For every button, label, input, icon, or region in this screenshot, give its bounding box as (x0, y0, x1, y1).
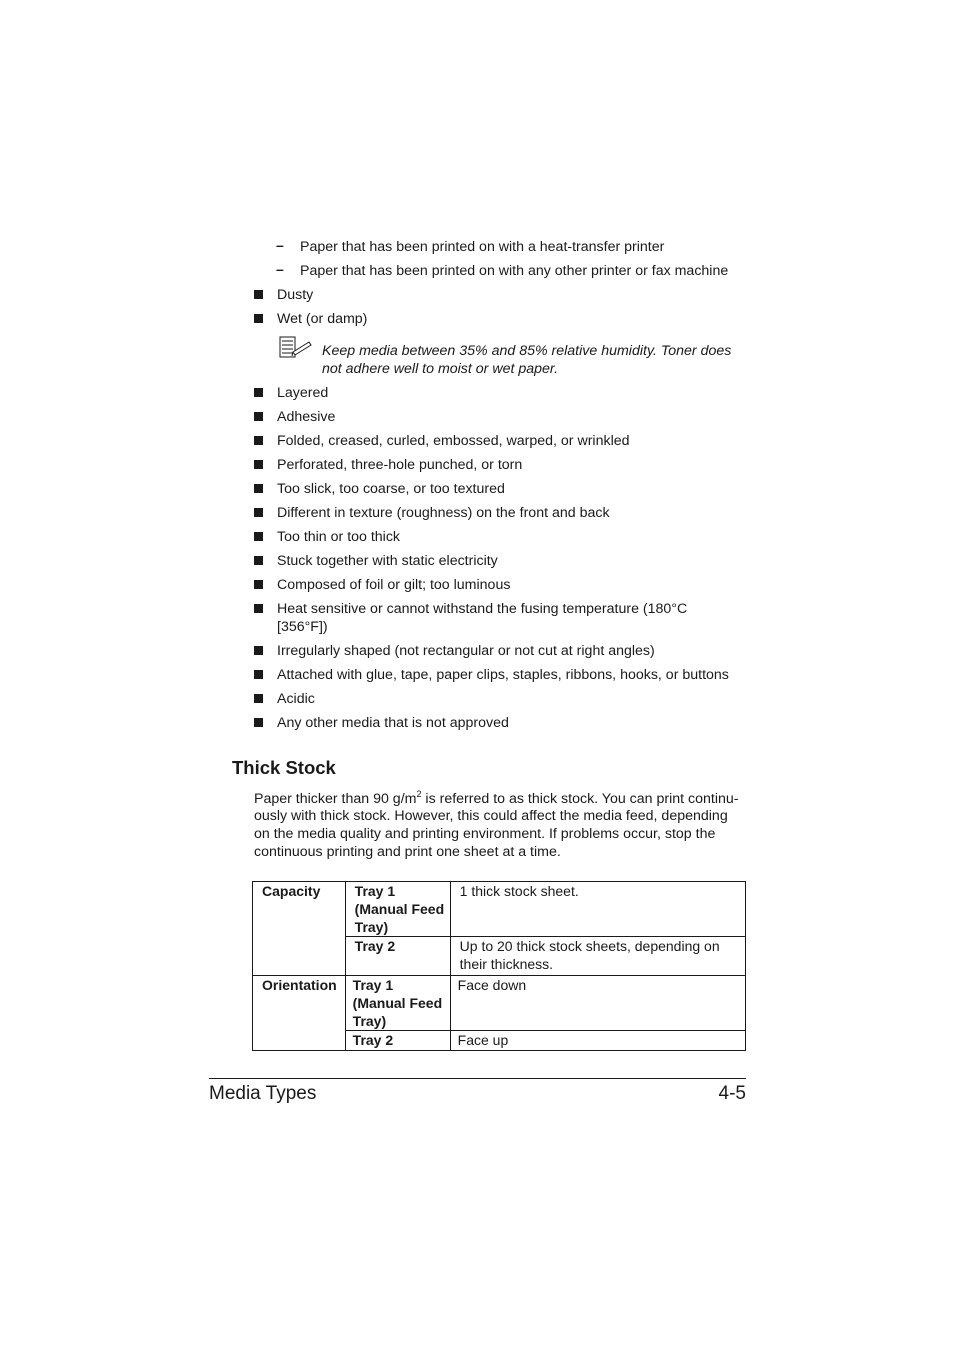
tray1-label: Tray 1 (Manual Feed Tray) (345, 882, 450, 937)
square-bullet-icon (254, 484, 263, 493)
square-bullet-icon (254, 412, 263, 421)
orientation-tray1-value: Face down (450, 976, 745, 1031)
square-bullet-icon (254, 388, 263, 397)
square-bullet-icon (254, 580, 263, 589)
capacity-tray1-value: 1 thick stock sheet. (450, 882, 745, 937)
sub-item: Paper that has been printed on with any other printer or fax machine (300, 263, 729, 279)
row-header-capacity: Capacity (253, 882, 346, 976)
section-heading: Thick Stock (232, 757, 336, 778)
list-item: Attached with glue, tape, paper clips, staples, ribbons, hooks, or buttons (277, 667, 729, 683)
list-item: Different in texture (roughness) on the front and back (277, 505, 610, 521)
list-item: Acidic (277, 691, 315, 707)
footer-chapter-title: Media Types (209, 1083, 317, 1104)
tray2-label: Tray 2 (345, 1031, 450, 1051)
paragraph-text: Paper thicker than 90 g/m (254, 791, 417, 807)
tray2-label: Tray 2 (345, 937, 450, 976)
paragraph-line: on the media quality and printing environment. If problems occur, stop the (254, 826, 716, 842)
square-bullet-icon (254, 460, 263, 469)
list-item: Adhesive (277, 409, 336, 425)
thick-stock-table (252, 881, 746, 1051)
list-item: Too thin or too thick (277, 529, 401, 545)
capacity-tray2-value: Up to 20 thick stock sheets, depending on their thickness. (450, 937, 745, 976)
square-bullet-icon (254, 604, 263, 613)
list-item: Wet (or damp) (277, 311, 368, 327)
table-row (253, 882, 746, 937)
list-item-continued: [356°F]) (277, 619, 328, 635)
dash-bullet: – (276, 261, 284, 277)
list-item: Stuck together with static electricity (277, 553, 498, 569)
paragraph-line (254, 790, 739, 808)
square-bullet-icon (254, 718, 263, 727)
list-item: Heat sensitive or cannot withstand the fusing temperature (180°C (277, 601, 688, 617)
note-pencil-icon (279, 336, 313, 358)
list-item: Perforated, three-hole punched, or torn (277, 457, 523, 473)
footer-page-number: 4-5 (718, 1083, 746, 1104)
list-item: Too slick, too coarse, or too textured (277, 481, 505, 497)
list-item: Any other media that is not approved (277, 715, 509, 731)
square-bullet-icon (254, 646, 263, 655)
tray1-label: Tray 1 (Manual Feed Tray) (345, 976, 450, 1031)
list-item: Dusty (277, 287, 314, 303)
square-bullet-icon (254, 314, 263, 323)
dash-bullet: – (276, 237, 284, 253)
square-bullet-icon (254, 670, 263, 679)
square-bullet-icon (254, 508, 263, 517)
orientation-tray2-value: Face up (450, 1031, 745, 1051)
note-text-line: Keep media between 35% and 85% relative humidity. Toner does (322, 343, 732, 359)
square-bullet-icon (254, 694, 263, 703)
paragraph-line: continuous printing and print one sheet at a time. (254, 844, 561, 860)
row-header-orientation: Orientation (253, 976, 346, 1051)
sub-item: Paper that has been printed on with a heat-transfer printer (300, 239, 665, 255)
paragraph-line: ously with thick stock. However, this could affect the media feed, depending (254, 808, 728, 824)
list-item: Folded, creased, curled, embossed, warped, or wrinkled (277, 433, 630, 449)
list-item: Irregularly shaped (not rectangular or not cut at right angles) (277, 643, 655, 659)
square-bullet-icon (254, 556, 263, 565)
list-item: Layered (277, 385, 329, 401)
square-bullet-icon (254, 436, 263, 445)
paragraph-text: is referred to as thick stock. You can print continu- (421, 791, 739, 807)
footer-divider (209, 1078, 746, 1079)
superscript: 2 (416, 789, 422, 799)
table-row (253, 976, 746, 1031)
note-text-line: not adhere well to moist or wet paper. (322, 361, 559, 377)
square-bullet-icon (254, 532, 263, 541)
list-item: Composed of foil or gilt; too luminous (277, 577, 511, 593)
square-bullet-icon (254, 290, 263, 299)
